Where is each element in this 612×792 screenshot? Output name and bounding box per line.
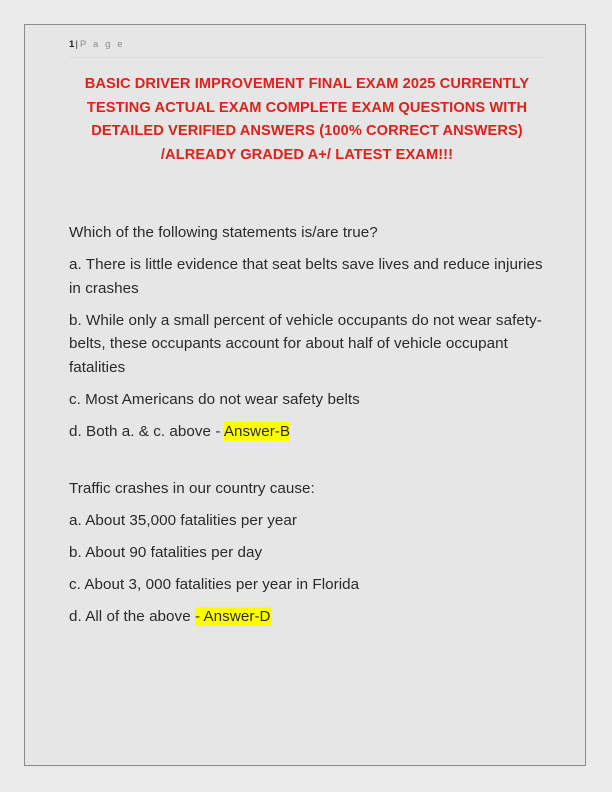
answer-option-text: b. About 90 fatalities per day <box>69 543 263 561</box>
answer-option-text: a. About 35,000 fatalities per year <box>69 511 298 529</box>
answer-option <box>69 573 545 597</box>
page-label-separator: | <box>75 39 78 50</box>
answer-option-text: d. All of the above <box>69 608 195 626</box>
page-word: P a g e <box>79 39 125 50</box>
answer-option-text: d. Both a. & c. above - <box>69 423 224 441</box>
answer-option <box>69 509 545 533</box>
answer-option-text: b. While only a small percent of vehicle occupants do not wear safety-belts, these occupants account for about half of vehicle occupant fatalities <box>69 311 542 376</box>
answer-option-text: c. Most Americans do not wear safety belts <box>69 391 360 409</box>
question-prompt: Traffic crashes in our country cause: <box>69 479 315 497</box>
answer-option <box>69 388 545 412</box>
page-title: BASIC DRIVER IMPROVEMENT FINAL EXAM 2025 CURRENTLY TESTING ACTUAL EXAM COMPLETE EXAM QUESTIONS WITH DETAILED VERIFIED ANSWERS (100% CORRECT ANSWERS) /ALREADY GRADED A+/ LATEST EXAM!!! <box>84 76 530 163</box>
highlighted-answer: - Answer-D <box>194 608 271 626</box>
document-body <box>69 221 545 637</box>
page-sheet <box>24 24 586 766</box>
answer-option-text: a. There is little evidence that seat belts save lives and reduce injuries in crashes <box>69 256 543 297</box>
answer-option-text: c. About 3, 000 fatalities per year in Florida <box>69 576 360 594</box>
answer-option <box>69 253 545 300</box>
answer-option <box>69 420 545 444</box>
page-label <box>69 38 545 52</box>
header-divider <box>69 57 545 58</box>
page-content-area <box>69 25 545 765</box>
question-prompt: Which of the following statements is/are true? <box>69 224 378 241</box>
answer-option <box>69 605 545 629</box>
answer-option <box>69 541 545 565</box>
page-number: 1 <box>69 39 75 50</box>
highlighted-answer: Answer-B <box>223 423 291 441</box>
answer-option <box>69 309 545 380</box>
